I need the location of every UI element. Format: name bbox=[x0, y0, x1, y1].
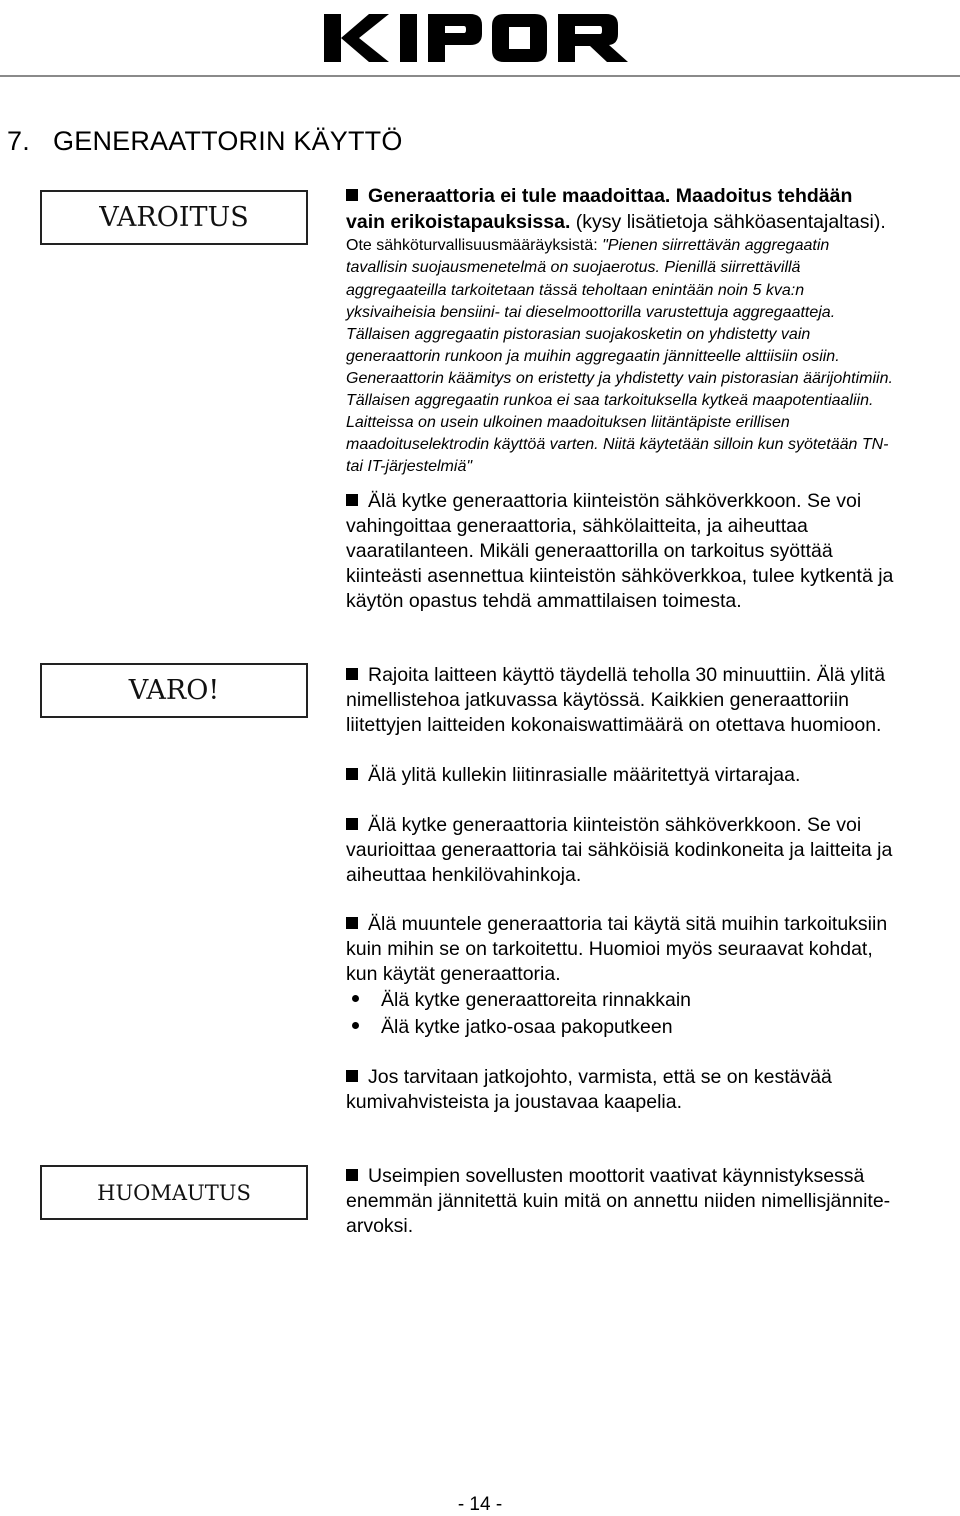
square-bullet-icon bbox=[346, 768, 358, 780]
paragraph-line: käytön opastus tehdä ammattilaisen toimesta. bbox=[346, 590, 742, 612]
paragraph-line: Älä ylitä kullekin liitinrasialle määritettyä virtarajaa. bbox=[346, 764, 800, 787]
caution-label-box: VARO! bbox=[40, 663, 308, 718]
paragraph-line: Useimpien sovellusten moottorit vaativat käynnistyksessä bbox=[346, 1165, 864, 1188]
page-number: - 14 - bbox=[457, 1494, 503, 1515]
paragraph-line: Jos tarvitaan jatkojohto, varmista, että se on kestävää bbox=[346, 1066, 832, 1089]
section-heading bbox=[7, 126, 403, 157]
list-item: Älä kytke jatko-osaa pakoputkeen bbox=[346, 1016, 673, 1039]
paragraph-line: kun käytät generaattoria. bbox=[346, 963, 561, 985]
paragraph-line: enemmän jännitettä kuin mitä on annettu niiden nimellisjännite- bbox=[346, 1190, 891, 1212]
paragraph-line: tavallisin suojausmenetelmä on suojaerotus. Pienillä siirrettävillä bbox=[346, 259, 801, 276]
paragraph-line: Älä kytke generaattoria kiinteistön sähköverkkoon. Se voi bbox=[346, 490, 861, 513]
paragraph-line: Tällaisen aggregaatin runkoa ei saa tarkoituksella kytkeä maapotentiaaliin. bbox=[346, 392, 874, 409]
square-bullet-icon bbox=[346, 818, 358, 830]
paragraph-line: aggregaateilla tarkoitetaan tässä teholtaan enintään noin 5 kva:n bbox=[346, 282, 805, 299]
paragraph-line: kiinteästi asennettua kiinteistön sähköverkkoa, tulee kytkentä ja bbox=[346, 565, 894, 587]
square-bullet-icon bbox=[346, 494, 358, 506]
note-label-box: HUOMAUTUS bbox=[40, 1165, 308, 1220]
paragraph-line: yksivaiheisia bensiini- tai dieselmoottorilla varustettuja aggregaatteja. bbox=[346, 304, 836, 321]
paragraph-line: Älä kytke generaattoria kiinteistön sähköverkkoon. Se voi bbox=[346, 814, 861, 837]
paragraph-line: Ote sähköturvallisuusmääräyksistä: "Pienen siirrettävän aggregaatin bbox=[346, 237, 830, 254]
header-divider bbox=[0, 75, 960, 77]
paragraph-line: maadoituselektrodin käyttöä varten. Niitä käytetään silloin kun syötetään TN- bbox=[346, 436, 889, 453]
paragraph-line: liitettyjen laitteiden kokonaiswattimäärä on otettava huomioon. bbox=[346, 714, 882, 736]
paragraph-line: vaaratilanteen. Mikäli generaattorilla on tarkoitus syöttää bbox=[346, 540, 833, 562]
paragraph-line: Tällaisen aggregaatin pistorasian suojakosketin on yhdistetty vain bbox=[346, 326, 811, 343]
square-bullet-icon bbox=[346, 917, 358, 929]
kipor-logo bbox=[322, 8, 634, 68]
paragraph-line: Älä muuntele generaattoria tai käytä sitä muihin tarkoituksiin bbox=[346, 913, 887, 936]
list-item: Älä kytke generaattoreita rinnakkain bbox=[346, 989, 691, 1012]
bullet-dot-icon bbox=[352, 995, 359, 1002]
warning-label-box: VAROITUS bbox=[40, 190, 308, 245]
paragraph-line: Rajoita laitteen käyttö täydellä teholla 30 minuuttiin. Älä ylitä bbox=[346, 664, 885, 687]
paragraph-line: Generaattorin käämitys on eristetty ja yhdistetty vain pistorasian äärijohtimiin. bbox=[346, 370, 893, 387]
paragraph-line: kumivahvisteista ja joustavaa kaapelia. bbox=[346, 1091, 683, 1113]
section-title: GENERAATTORIN KÄYTTÖ bbox=[53, 126, 403, 156]
paragraph-line: arvoksi. bbox=[346, 1215, 414, 1237]
square-bullet-icon bbox=[346, 189, 358, 201]
section-number: 7. bbox=[7, 126, 30, 156]
paragraph-line: vain erikoistapauksissa. (kysy lisätietoja sähköasentajaltasi). bbox=[346, 211, 886, 233]
paragraph-line: Generaattoria ei tule maadoittaa. Maadoitus tehdään bbox=[346, 185, 852, 208]
square-bullet-icon bbox=[346, 1070, 358, 1082]
paragraph-line: vaurioittaa generaattoria tai sähköisiä kodinkoneita ja laitteita ja bbox=[346, 839, 893, 861]
bullet-dot-icon bbox=[352, 1022, 359, 1029]
paragraph-line: generaattorin runkoon ja muihin aggregaatin jännitteelle alttiisiin osiin. bbox=[346, 348, 840, 365]
paragraph-line: aiheuttaa henkilövahinkoja. bbox=[346, 864, 582, 886]
square-bullet-icon bbox=[346, 668, 358, 680]
paragraph-line: vahingoittaa generaattoria, sähkölaitteita, ja aiheuttaa bbox=[346, 515, 808, 537]
paragraph-line: kuin mihin se on tarkoitettu. Huomioi myös seuraavat kohdat, bbox=[346, 938, 873, 960]
square-bullet-icon bbox=[346, 1169, 358, 1181]
paragraph-line: Laitteissa on usein ulkoinen maadoituksen liitäntäpiste erillisen bbox=[346, 414, 790, 431]
paragraph-line: nimellistehoa jatkuvassa käytössä. Kaikkien generaattoriin bbox=[346, 689, 849, 711]
paragraph-line: tai IT-järjestelmiä" bbox=[346, 458, 473, 475]
